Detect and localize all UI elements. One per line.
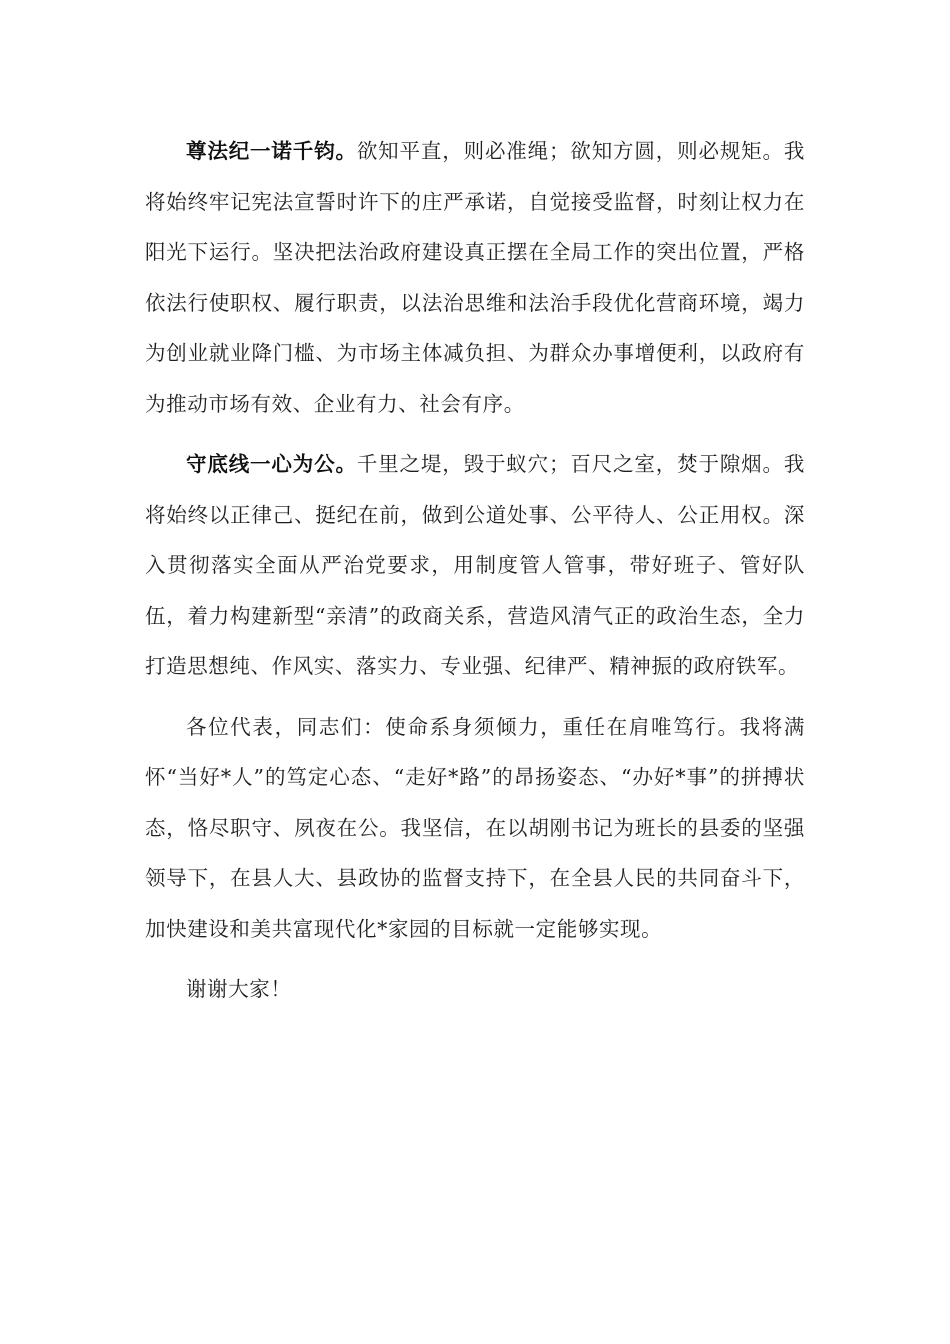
paragraph-text: 谢谢大家！	[186, 977, 292, 1001]
paragraph-bottom-line	[145, 439, 805, 692]
paragraph-heading: 尊法纪一诺千钧。	[186, 139, 357, 163]
document-body	[145, 126, 805, 1025]
paragraph-closing-remarks	[145, 702, 805, 955]
paragraph-heading: 守底线一心为公。	[186, 452, 357, 476]
paragraph-thanks	[145, 964, 805, 1015]
paragraph-text: 欲知平直，则必准绳；欲知方圆，则必规矩。我将始终牢记宪法宣誓时许下的庄严承诺，自觉接受监督，时刻让权力在阳光下运行。坚决把法治政府建设真正摆在全局工作的突出位置，严格依法行使职权、履行职责，以法治思维和法治手段优化营商环境，竭力为创业就业降门槛、为市场主体减负担、为群众办事增便利，以政府有为推动市场有效、企业有力、社会有序。	[145, 139, 805, 416]
paragraph-text: 千里之堤，毁于蚁穴；百尺之室，焚于隙烟。我将始终以正律己、挺纪在前，做到公道处事、公平待人、公正用权。深入贯彻落实全面从严治党要求，用制度管人管事，带好班子、管好队伍，着力构建新型“亲清”的政商关系，营造风清气正的政治生态，全力打造思想纯、作风实、落实力、专业强、纪律严、精神振的政府铁军。	[145, 452, 805, 678]
paragraph-text: 各位代表，同志们：使命系身须倾力，重任在肩唯笃行。我将满怀“当好*人”的笃定心态、“走好*路”的昂扬姿态、“办好*事”的拼搏状态，恪尽职守、夙夜在公。我坚信，在以胡刚书记为班长的县委的坚强领导下，在县人大、县政协的监督支持下，在全县人民的共同奋斗下，加快建设和美共富现代化*家园的目标就一定能够实现。	[145, 714, 805, 941]
paragraph-rule-of-law	[145, 126, 805, 429]
